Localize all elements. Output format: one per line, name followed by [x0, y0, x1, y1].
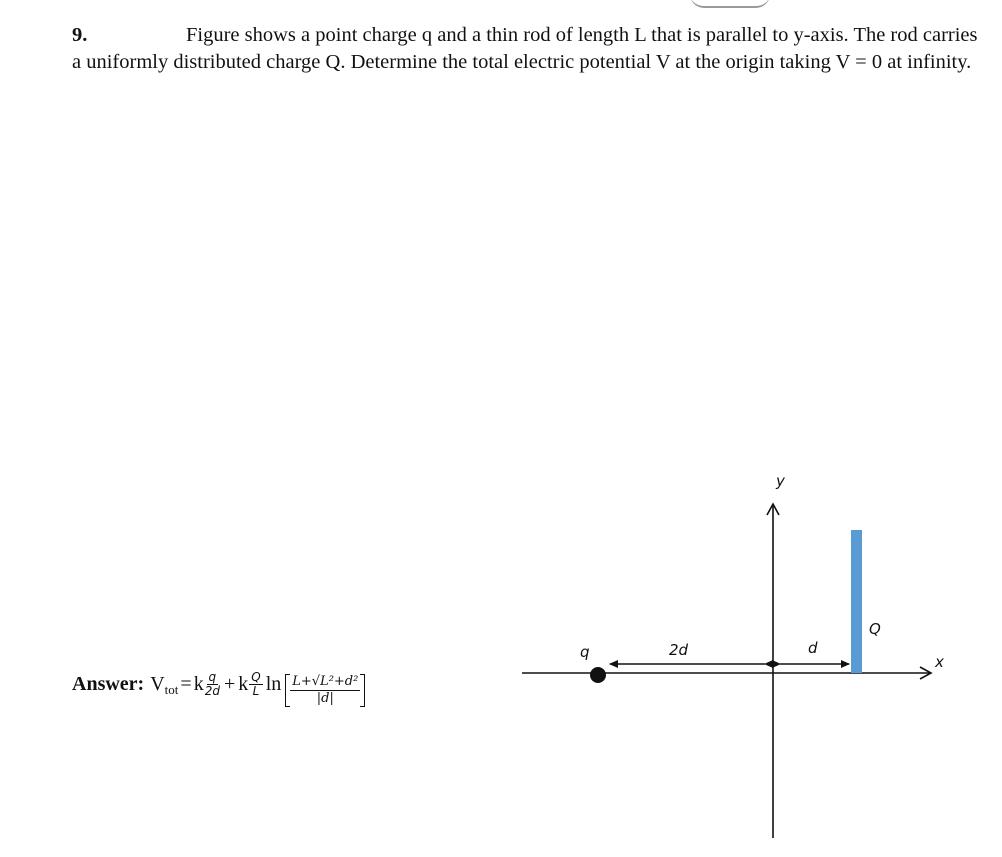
answer-ln: ln: [265, 673, 282, 695]
problem-text-line-1: Figure shows a point charge q and a thin rod of length L that is parallel to y-axis. The rod carries: [186, 24, 978, 46]
fraction-2-denominator: L: [252, 684, 260, 698]
log-argument-numerator: L+√L²+d²: [292, 674, 359, 689]
problem-text-line-2: a uniformly distributed charge Q. Determine the total electric potential V at the origin taking V = 0 at infinity.: [72, 51, 972, 73]
point-charge-label: q: [580, 643, 590, 661]
answer-plus: +: [223, 673, 236, 695]
log-argument-denominator: |d|: [316, 691, 334, 706]
rod-charge-label: Q: [869, 620, 881, 638]
answer-lhs-subscript: tot: [164, 681, 179, 697]
y-axis-label: y: [776, 472, 785, 490]
answer-k1: k: [193, 673, 204, 695]
fraction-1-numerator: q: [208, 670, 217, 684]
point-charge: [590, 667, 606, 683]
distance-d-label: d: [808, 639, 818, 657]
answer-k2: k: [238, 673, 249, 695]
fraction-2-numerator: Q: [251, 670, 261, 684]
x-axis-label: x: [935, 653, 944, 671]
answer-label: Answer:: [72, 673, 145, 695]
answer-lhs: V: [150, 673, 165, 695]
distance-2d-label: 2d: [669, 641, 689, 659]
question-number: 9.: [72, 24, 88, 46]
answer-equals: =: [180, 673, 192, 695]
fraction-1-denominator: 2d: [204, 684, 220, 698]
charged-rod: [851, 530, 862, 673]
